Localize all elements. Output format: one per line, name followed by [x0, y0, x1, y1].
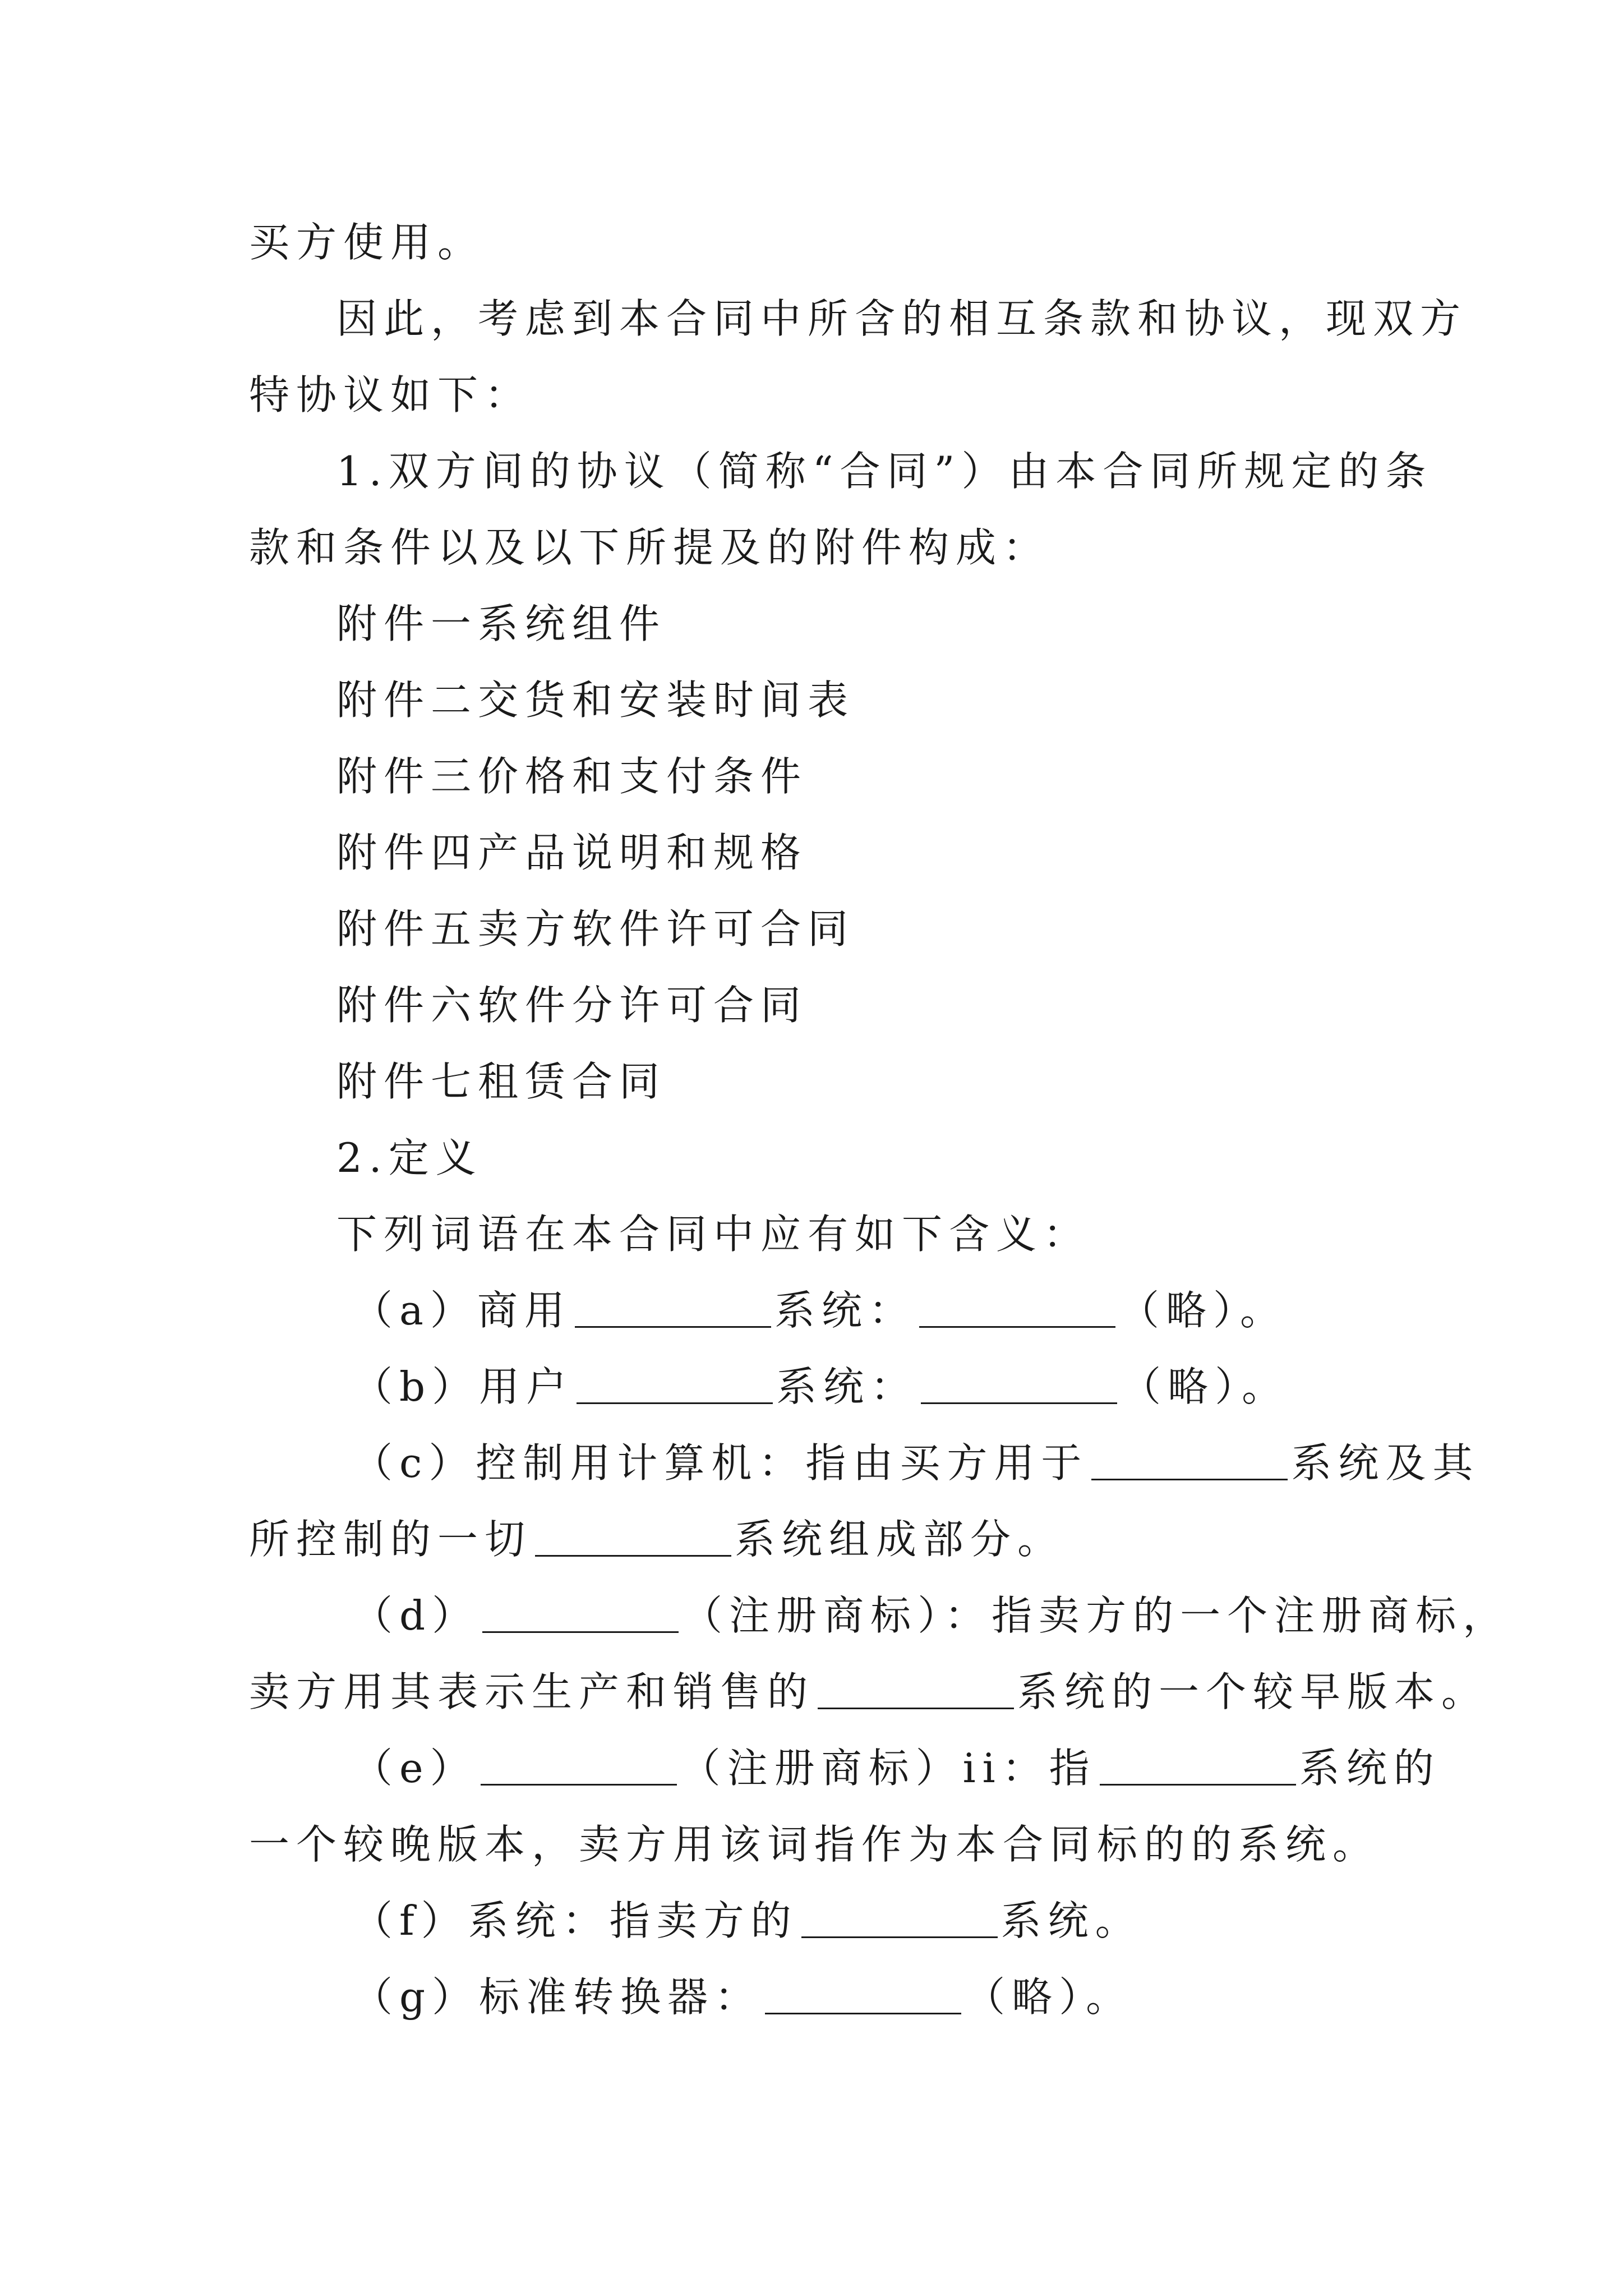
section-heading: 2.定义 [336, 1134, 483, 1181]
definition-d-continued: 卖方用其表示生产和销售的 系统的一个较早版本。 [249, 1668, 1489, 1715]
text-line [0, 514, 1623, 581]
annex-item: 附件六软件分许可合同 [336, 982, 808, 1029]
blank-line [482, 1592, 679, 1633]
text-line [0, 1200, 1623, 1268]
definition-g: （g）标准转换器： （略）。 [352, 1973, 1133, 2021]
blank-line [818, 1668, 1014, 1709]
annex-item: 附件五卖方软件许可合同 [336, 905, 855, 953]
clause-1-text: 1.双方间的协议（简称“合同”）由本合同所规定的条 [336, 448, 1433, 495]
annex-item: 附件二交货和安装时间表 [336, 677, 855, 724]
text-line [0, 438, 1623, 505]
annex-item: 附件七租赁合同 [336, 1058, 667, 1105]
definition-f: （f）系统：指卖方的 系统。 [352, 1897, 1142, 1944]
blank-line [1091, 1439, 1288, 1480]
blank-line [919, 1287, 1115, 1328]
blank-line [481, 1745, 677, 1786]
paragraph-text: 下列词语在本合同中应有如下含义： [336, 1211, 1091, 1258]
annex-item: 附件一系统组件 [336, 600, 667, 647]
definition-d: （d） （注册商标）：指卖方的一个注册商标， [352, 1592, 1510, 1639]
annex-item: 附件四产品说明和规格 [336, 829, 808, 876]
blank-line [765, 1973, 961, 2014]
blank-line [577, 1363, 773, 1404]
clause-1-text: 款和条件以及以下所提及的附件构成： [249, 524, 1050, 571]
paragraph-text: 因此，考虑到本合同中所含的相互条款和协议，现双方 [336, 295, 1468, 342]
definition-e-continued: 一个较晚版本，卖方用该词指作为本合同标的的系统。 [249, 1821, 1380, 1868]
blank-line [801, 1897, 998, 1938]
text-line [0, 209, 1623, 276]
definition-c: （c）控制用计算机：指由买方用于 系统及其 [352, 1439, 1480, 1487]
blank-line [575, 1287, 771, 1328]
paragraph-text: 特协议如下： [249, 371, 532, 418]
definition-a: （a）商用 系统： （略）。 [352, 1287, 1287, 1334]
blank-line [1100, 1745, 1296, 1786]
definition-e: （e） （注册商标）ii：指 系统的 [352, 1745, 1441, 1792]
text-line [0, 285, 1623, 352]
blank-line [535, 1516, 731, 1557]
blank-line [921, 1363, 1117, 1404]
text-line [0, 361, 1623, 429]
annex-item: 附件三价格和支付条件 [336, 753, 808, 800]
paragraph-text: 买方使用。 [249, 219, 485, 266]
definition-c-continued: 所控制的一切 系统组成部分。 [249, 1516, 1065, 1563]
definition-b: （b）用户 系统： （略）。 [352, 1363, 1289, 1410]
